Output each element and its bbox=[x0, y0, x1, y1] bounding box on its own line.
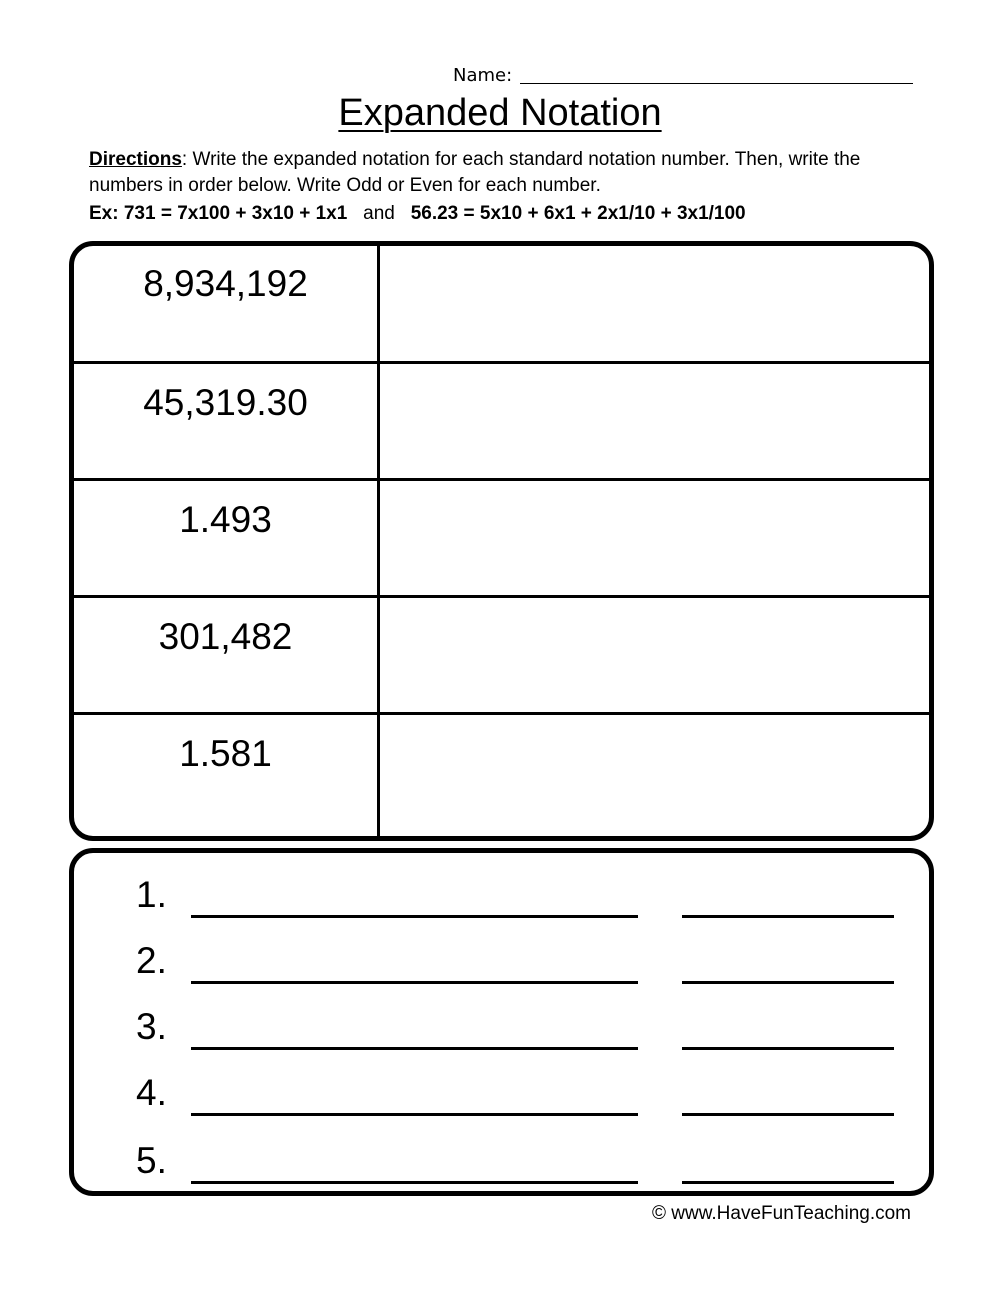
expanded-answer-cell-5[interactable] bbox=[380, 715, 929, 836]
worksheet-title bbox=[0, 90, 1000, 136]
order-row-1 bbox=[74, 863, 929, 923]
standard-number-3: 1.493 bbox=[179, 499, 272, 540]
directions-text: : Write the expanded notation for each standard notation number. Then, write the numbers in order below. Write Odd or Even for each number. bbox=[89, 149, 861, 196]
directions-paragraph bbox=[89, 147, 919, 199]
order-label-2: 2. bbox=[136, 940, 167, 981]
ordering-box bbox=[69, 848, 934, 1196]
order-label-4: 4. bbox=[136, 1072, 167, 1113]
order-number-line-5[interactable] bbox=[191, 1181, 638, 1184]
expanded-answer-cell-3[interactable] bbox=[380, 481, 929, 595]
odd-even-line-2[interactable] bbox=[682, 981, 894, 984]
odd-even-line-4[interactable] bbox=[682, 1113, 894, 1116]
odd-even-line-5[interactable] bbox=[682, 1181, 894, 1184]
order-row-5 bbox=[74, 1129, 929, 1189]
standard-number-4: 301,482 bbox=[158, 616, 293, 657]
name-label: Name: bbox=[453, 65, 513, 86]
order-row-3 bbox=[74, 995, 929, 1055]
worksheet-title-text: Expanded Notation bbox=[338, 92, 662, 134]
standard-number-2: 45,319.30 bbox=[143, 382, 308, 423]
name-field-row bbox=[453, 60, 913, 86]
order-label-3: 3. bbox=[136, 1006, 167, 1047]
directions-label: Directions bbox=[89, 149, 182, 170]
example-line bbox=[89, 201, 939, 227]
odd-even-line-1[interactable] bbox=[682, 915, 894, 918]
example-part-1: Ex: 731 = 7x100 + 3x10 + 1x1 bbox=[89, 203, 348, 224]
order-row-4 bbox=[74, 1061, 929, 1121]
expanded-notation-table bbox=[69, 241, 934, 841]
odd-even-line-3[interactable] bbox=[682, 1047, 894, 1050]
example-connector: and bbox=[363, 203, 395, 224]
expanded-answer-cell-4[interactable] bbox=[380, 598, 929, 712]
order-number-line-4[interactable] bbox=[191, 1113, 638, 1116]
order-number-line-1[interactable] bbox=[191, 915, 638, 918]
standard-number-5: 1.581 bbox=[179, 733, 272, 774]
order-row-2 bbox=[74, 929, 929, 989]
expanded-answer-cell-1[interactable] bbox=[380, 246, 929, 361]
order-label-5: 5. bbox=[136, 1140, 167, 1181]
name-input-line[interactable] bbox=[520, 65, 913, 84]
order-label-1: 1. bbox=[136, 874, 167, 915]
standard-number-1: 8,934,192 bbox=[143, 263, 308, 304]
order-number-line-2[interactable] bbox=[191, 981, 638, 984]
order-number-line-3[interactable] bbox=[191, 1047, 638, 1050]
expanded-answer-cell-2[interactable] bbox=[380, 364, 929, 478]
copyright-footer: © www.HaveFunTeaching.com bbox=[652, 1203, 911, 1224]
example-part-2: 56.23 = 5x10 + 6x1 + 2x1/10 + 3x1/100 bbox=[410, 203, 746, 224]
